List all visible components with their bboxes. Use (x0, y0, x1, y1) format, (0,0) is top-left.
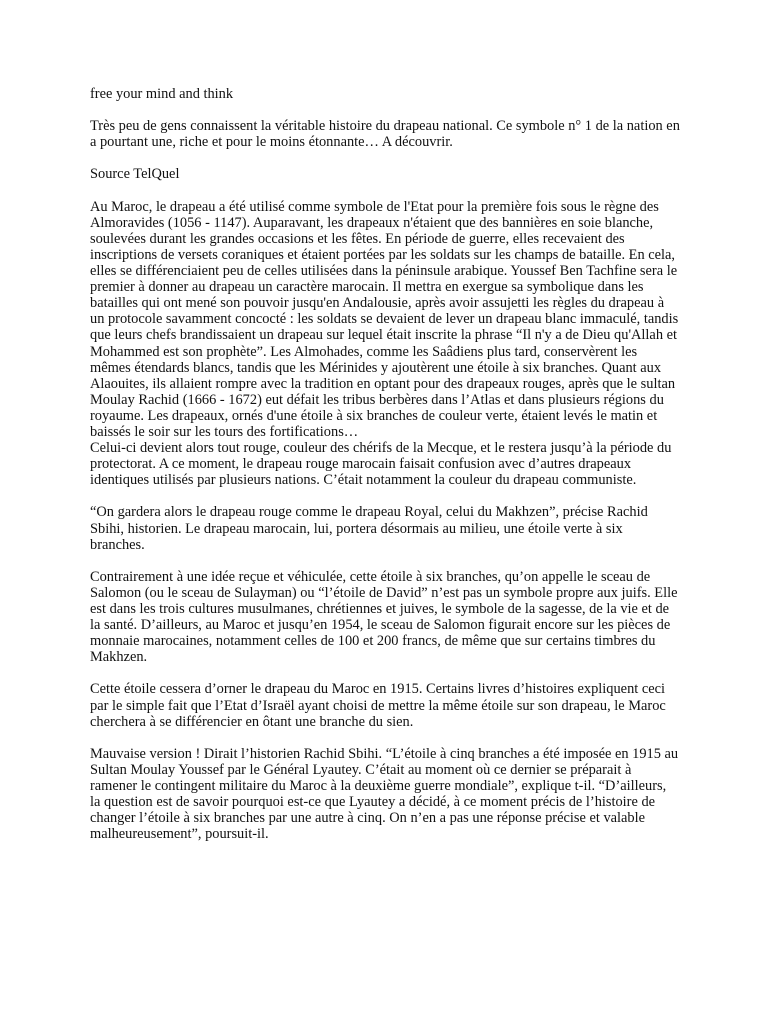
history-paragraph: Au Maroc, le drapeau a été utilisé comme symbole de l'Etat pour la première fois sous le règne des Almoravides (1056 - 1147). Auparavant, les drapeaux n'étaient que des bannières en soie blanche, soulevées durant les grandes occasions et les fêtes. En période de guerre, elles recevaient des inscriptions de versets coraniques et étaient portées par les soldats sur les champs de bataille. En cela, elles se différenciaient peu de celles utilisées dans la péninsule arabique. Youssef Ben Tachfine sera le premier à donner au drapeau un caractère marocain. Il mettra en exergue sa symbolique dans les batailles qui ont mené son pouvoir jusqu'en Andalousie, après avoir assujetti les règles du drapeau à un protocole savamment concocté : les soldats se devaient de lever un drapeau blanc immaculé, tandis que leurs chefs brandissaient un drapeau sur lequel était inscrite la phrase “Il n'y a de Dieu qu'Allah et Mohammed est son prophète”. Les Almohades, comme les Saâdiens plus tard, conservèrent les mêmes étendards blancs, tandis que les Mérinides y ajoutèrent une étoile à six branches. Quant aux Alaouites, ils allaient rompre avec la tradition en optant pour des drapeaux rouges, après que le sultan Moulay Rachid (1666 - 1672) eut défait les tribus berbères dans l’Atlas et dans plusieurs régions du royaume. Les drapeaux, ornés d'une étoile à six branches de couleur verte, étaient levés le matin et baissés le soir sur les tours des fortifications… (90, 198, 679, 440)
salomon-paragraph: Contrairement à une idée reçue et véhiculée, cette étoile à six branches, qu’on appelle le sceau de Salomon (ou le sceau de Sulayman) ou “l’étoile de David” n’est pas un symbole propre aux juifs. Elle est dans les trois cultures musulmanes, chrétiennes et juives, le symbole de la sagesse, de la vie et de la santé. D’ailleurs, au Maroc et jusqu’en 1954, le sceau de Salomon figurait encore sur les pièces de monnaie marocaines, notamment celles de 100 et 200 francs, de même que sur certains timbres du Makhzen. (90, 568, 678, 666)
intro-paragraph: Très peu de gens connaissent la véritable histoire du drapeau national. Ce symbole n° 1 de la nation en a pourtant une, riche et pour le moins étonnante… A découvrir. (90, 118, 680, 151)
lyautey-paragraph: Mauvaise version ! Dirait l’historien Rachid Sbihi. “L’étoile à cinq branches a été imposée en 1915 au Sultan Moulay Youssef par le Général Lyautey. C’était au moment où ce dernier se préparait à ramener le contingent militaire du Maroc à la deuxième guerre mondiale”, explique t-il. “D’ailleurs, la question est de savoir pourquoi est-ce que Lyautey a décidé, à ce moment précis de l’histoire de changer l’étoile à six branches par une autre à cinq. On n’en a pas une réponse précise et valable malheureusement”, poursuit-il. (90, 745, 679, 843)
heading-line: free your mind and think (90, 86, 234, 102)
israel-paragraph: Cette étoile cessera d’orner le drapeau du Maroc en 1915. Certains livres d’histoires expliquent ceci par le simple fait que l’Etat d’Israël ayant choisi de mettre la même étoile sur son drapeau, le Maroc cherchera à se différencier en ôtant une branche du sien. (90, 681, 666, 730)
document-page (90, 86, 680, 859)
quote-paragraph: “On gardera alors le drapeau rouge comme le drapeau Royal, celui du Makhzen”, précise Rachid Sbihi, historien. Le drapeau marocain, lui, portera désormais au milieu, une étoile verte à six branches. (90, 504, 648, 553)
source-line: Source TelQuel (90, 166, 180, 183)
protectorat-paragraph: Celui-ci devient alors tout rouge, couleur des chérifs de la Mecque, et le restera jusqu’à la période du protectorat. A ce moment, le drapeau rouge marocain faisait confusion avec d’autres drapeaux identiques utilisés par plusieurs nations. C’était notamment la couleur du drapeau communiste. (90, 440, 672, 489)
